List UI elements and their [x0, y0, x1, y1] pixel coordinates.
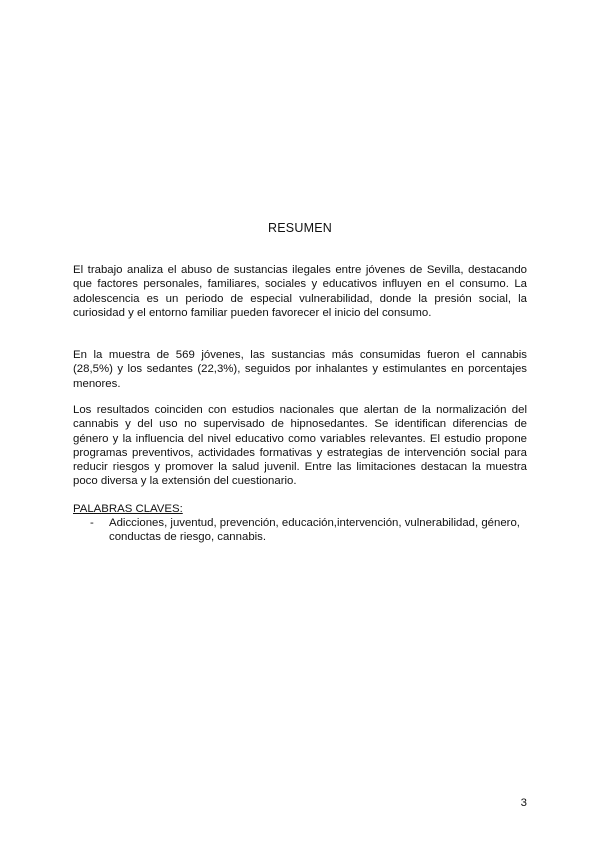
abstract-paragraph-1: El trabajo analiza el abuso de sustancias ilegales entre jóvenes de Sevilla, destacando que factores personales, familiares, sociales y educativos influyen en el consumo. La adolescencia es un periodo de especial vulnerabilidad, donde la presión social, la curiosidad y el entorno familiar pueden favorecer el inicio del consumo.	[73, 264, 527, 319]
page-number: 3	[520, 797, 527, 809]
keywords-item	[73, 516, 527, 545]
keywords-text: Adicciones, juventud, prevención, educación,intervención, vulnerabilidad, género, conductas de riesgo, cannabis.	[109, 517, 520, 544]
abstract-paragraph-2: En la muestra de 569 jóvenes, las sustancias más consumidas fueron el cannabis (28,5%) y los sedantes (22,3%), seguidos por inhalantes y estimulantes en porcentajes menores.	[73, 349, 527, 390]
abstract-paragraph-3: Los resultados coinciden con estudios nacionales que alertan de la normalización del cannabis y del uso no supervisado de hipnosedantes. Se identifican diferencias de género y la influencia del nivel educativo como variables relevantes. El estudio propone programas preventivos, actividades formativas y estrategias de intervención social para reducir riesgos y promover la salud juvenil. Entre las limitaciones destacan la muestra poco diversa y la extensión del cuestionario.	[73, 404, 527, 488]
bullet-dash: -	[90, 517, 94, 529]
keywords-heading: PALABRAS CLAVES:	[73, 503, 183, 515]
page-title: RESUMEN	[268, 221, 332, 235]
keywords-list	[73, 516, 527, 545]
